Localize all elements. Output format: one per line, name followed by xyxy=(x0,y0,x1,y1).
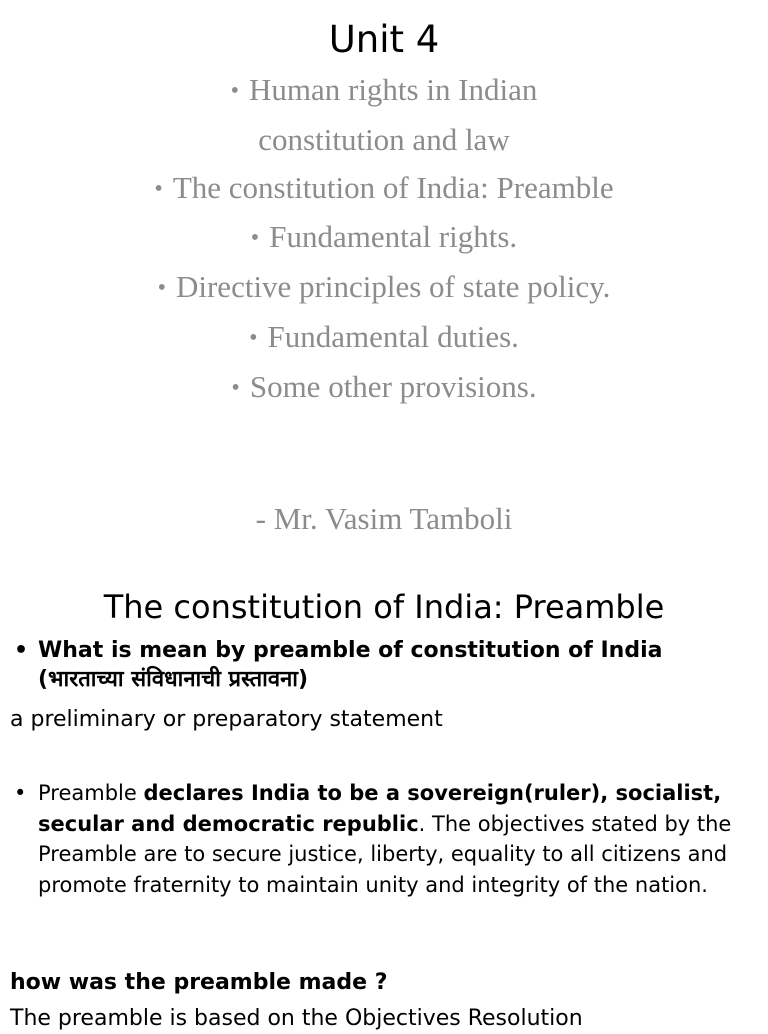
topic-item: • Fundamental duties. xyxy=(249,318,519,354)
definition-text: a preliminary or preparatory statement xyxy=(10,707,443,732)
based-text: The preamble is based on the Objectives Resolution xyxy=(10,1006,583,1031)
bullet-icon: • xyxy=(154,175,163,202)
topic-item: • Human rights in Indian constitution and law xyxy=(230,72,538,157)
bullet-icon: • xyxy=(231,374,240,401)
slide-title: The constitution of India: Preamble xyxy=(103,588,665,626)
topic-list xyxy=(0,66,768,413)
bullet-icon: • xyxy=(14,781,27,805)
question-item xyxy=(14,636,754,694)
bullet-icon: • xyxy=(249,324,258,351)
question-marathi-text: (भारताच्या संविधानाची प्रस्तावना) xyxy=(38,667,309,692)
preamble-emphasis: declares India to be a sovereign(ruler), socialist, secular and democratic republic xyxy=(38,781,722,836)
how-heading: how was the preamble made ? xyxy=(10,970,388,995)
preamble-item xyxy=(14,778,756,900)
bullet-icon: • xyxy=(14,638,29,663)
slide-title: Unit 4 xyxy=(328,18,440,61)
topic-item: • The constitution of India: Preamble xyxy=(154,169,614,205)
bullet-icon: • xyxy=(250,225,260,252)
author-line: - Mr. Vasim Tamboli xyxy=(255,501,513,536)
slide-preamble xyxy=(0,570,768,1031)
bullet-icon: • xyxy=(157,275,166,302)
question-text: What is mean by preamble of constitution of India xyxy=(38,638,663,663)
topic-item: • Fundamental rights. xyxy=(250,219,518,255)
topic-item: • Some other provisions. xyxy=(231,368,537,404)
topic-item: • Directive principles of state policy. xyxy=(157,269,611,305)
preamble-paragraph: Preamble declares India to be a sovereign(ruler), socialist, secular and democratic republic. The objectives stated by the Preamble are to secure justice, liberty, equality to all citizens and promote fraternity to maintain unity and integrity of the nation. xyxy=(38,781,732,897)
bullet-icon: • xyxy=(230,78,239,104)
